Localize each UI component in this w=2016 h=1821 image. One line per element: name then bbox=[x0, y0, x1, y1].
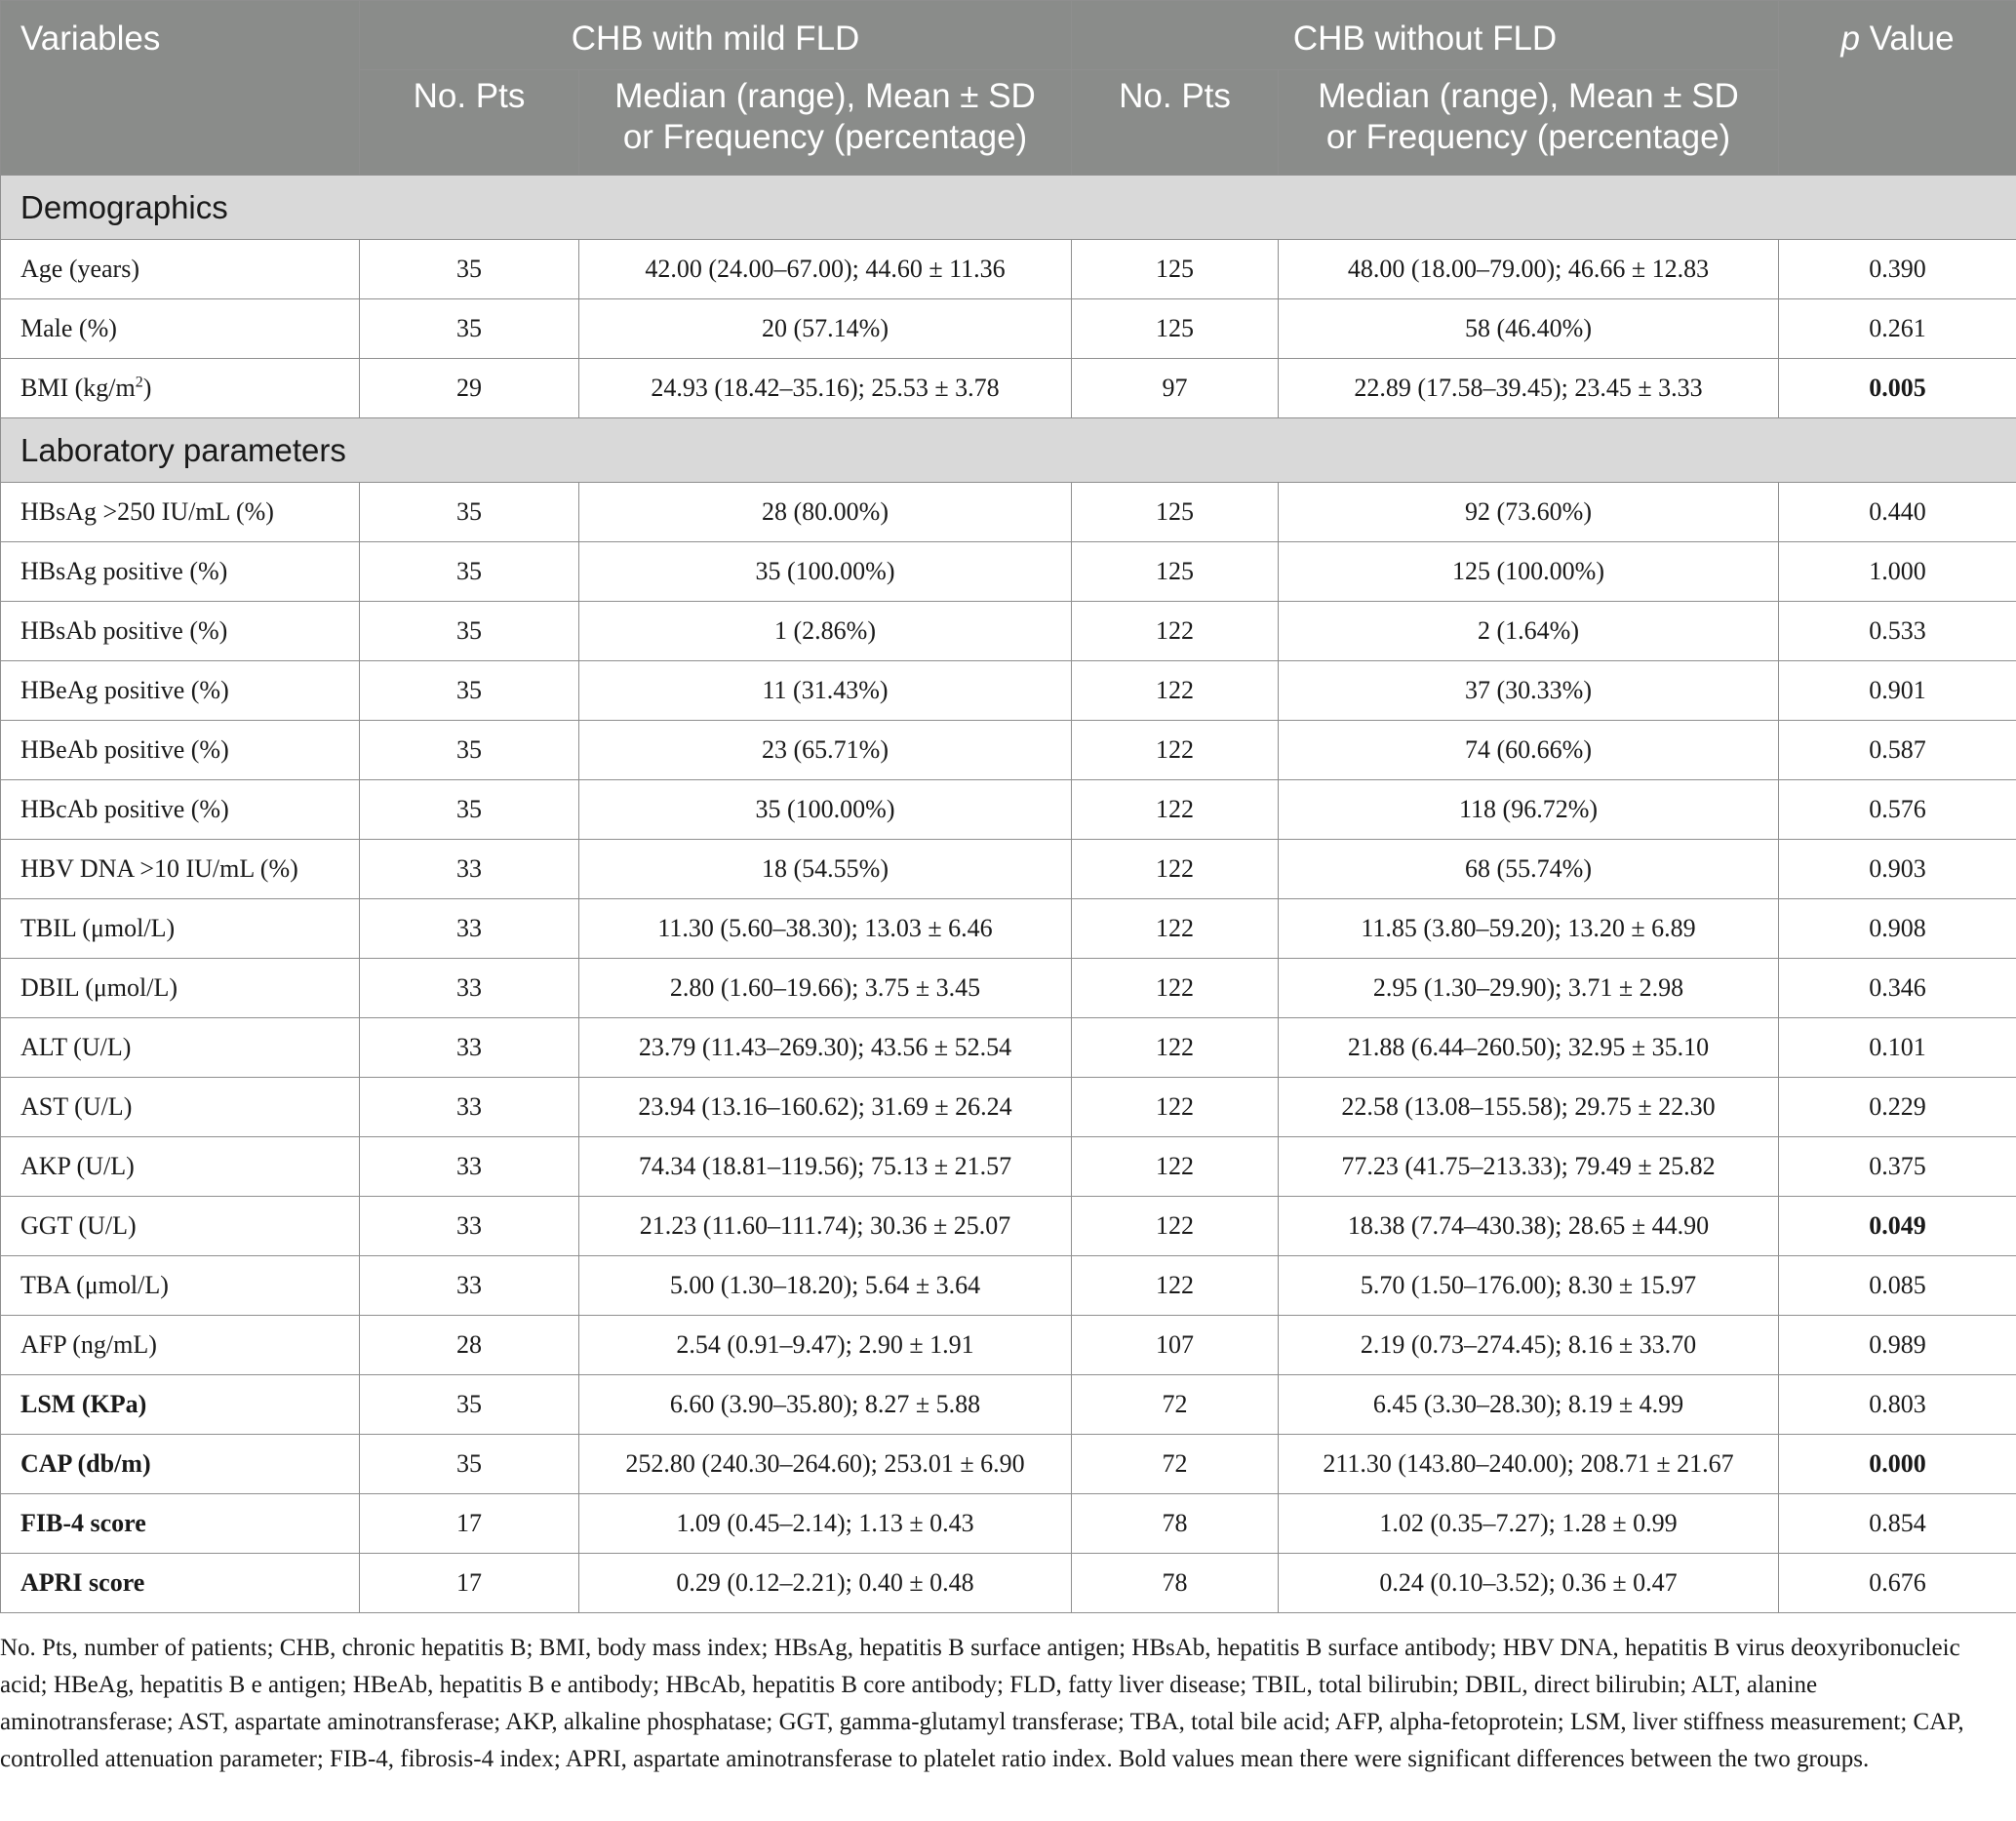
cell-n-mild-fld: 35 bbox=[360, 780, 579, 840]
cell-stat-mild-fld: 2.54 (0.91–9.47); 2.90 ± 1.91 bbox=[579, 1316, 1072, 1375]
cell-p-value: 0.000 bbox=[1779, 1435, 2016, 1494]
cell-stat-mild-fld: 21.23 (11.60–111.74); 30.36 ± 25.07 bbox=[579, 1197, 1072, 1256]
cell-n-without-fld: 125 bbox=[1072, 483, 1279, 542]
table-row-cap bbox=[1, 1435, 2016, 1494]
cell-stat-without-fld: 6.45 (3.30–28.30); 8.19 ± 4.99 bbox=[1279, 1375, 1779, 1435]
cell-n-without-fld: 125 bbox=[1072, 542, 1279, 602]
cell-variable: TBIL (μmol/L) bbox=[1, 899, 360, 959]
cell-n-mild-fld: 35 bbox=[360, 483, 579, 542]
cell-n-without-fld: 78 bbox=[1072, 1554, 1279, 1613]
cell-n-mild-fld: 35 bbox=[360, 1375, 579, 1435]
cell-p-value: 0.803 bbox=[1779, 1375, 2016, 1435]
cell-n-without-fld: 122 bbox=[1072, 780, 1279, 840]
header-variables: Variables bbox=[1, 1, 360, 176]
cell-stat-without-fld: 48.00 (18.00–79.00); 46.66 ± 12.83 bbox=[1279, 240, 1779, 299]
cell-stat-mild-fld: 1 (2.86%) bbox=[579, 602, 1072, 661]
cell-stat-mild-fld: 0.29 (0.12–2.21); 0.40 ± 0.48 bbox=[579, 1554, 1072, 1613]
cell-n-mild-fld: 35 bbox=[360, 721, 579, 780]
table-row-hbsag-250 bbox=[1, 483, 2016, 542]
header-stat-2 bbox=[1279, 70, 1779, 176]
cell-stat-without-fld: 2.95 (1.30–29.90); 3.71 ± 2.98 bbox=[1279, 959, 1779, 1018]
table-row-hbsab-positive bbox=[1, 602, 2016, 661]
header-stat-1-line2: or Frequency (percentage) bbox=[622, 118, 1028, 156]
header-stat-2-line1: Median (range), Mean ± SD bbox=[1318, 77, 1739, 115]
cell-p-value: 0.854 bbox=[1779, 1494, 2016, 1554]
cell-n-mild-fld: 35 bbox=[360, 542, 579, 602]
cell-n-mild-fld: 33 bbox=[360, 959, 579, 1018]
cell-stat-mild-fld: 74.34 (18.81–119.56); 75.13 ± 21.57 bbox=[579, 1137, 1072, 1197]
cell-p-value: 1.000 bbox=[1779, 542, 2016, 602]
cell-stat-mild-fld: 5.00 (1.30–18.20); 5.64 ± 3.64 bbox=[579, 1256, 1072, 1316]
cell-variable: HBcAb positive (%) bbox=[1, 780, 360, 840]
cell-n-mild-fld: 33 bbox=[360, 1078, 579, 1137]
table-row-tba bbox=[1, 1256, 2016, 1316]
cell-p-value: 0.989 bbox=[1779, 1316, 2016, 1375]
cell-variable: HBsAg >250 IU/mL (%) bbox=[1, 483, 360, 542]
cell-n-without-fld: 72 bbox=[1072, 1375, 1279, 1435]
cell-stat-without-fld: 18.38 (7.74–430.38); 28.65 ± 44.90 bbox=[1279, 1197, 1779, 1256]
cell-variable: AFP (ng/mL) bbox=[1, 1316, 360, 1375]
cell-variable: AKP (U/L) bbox=[1, 1137, 360, 1197]
cell-stat-without-fld: 74 (60.66%) bbox=[1279, 721, 1779, 780]
cell-n-without-fld: 122 bbox=[1072, 1256, 1279, 1316]
cell-stat-mild-fld: 35 (100.00%) bbox=[579, 780, 1072, 840]
cell-n-without-fld: 122 bbox=[1072, 1078, 1279, 1137]
cell-stat-without-fld: 125 (100.00%) bbox=[1279, 542, 1779, 602]
cell-variable bbox=[1, 359, 360, 418]
cell-p-value: 0.005 bbox=[1779, 359, 2016, 418]
cell-variable: HBeAg positive (%) bbox=[1, 661, 360, 721]
cell-stat-without-fld: 2 (1.64%) bbox=[1279, 602, 1779, 661]
cell-stat-without-fld: 211.30 (143.80–240.00); 208.71 ± 21.67 bbox=[1279, 1435, 1779, 1494]
header-group-mild-fld: CHB with mild FLD bbox=[360, 1, 1072, 70]
cell-stat-without-fld: 2.19 (0.73–274.45); 8.16 ± 33.70 bbox=[1279, 1316, 1779, 1375]
cell-n-without-fld: 122 bbox=[1072, 899, 1279, 959]
section-label-laboratory: Laboratory parameters bbox=[1, 418, 2016, 483]
table-row-alt bbox=[1, 1018, 2016, 1078]
cell-variable: CAP (db/m) bbox=[1, 1435, 360, 1494]
table-row-afp bbox=[1, 1316, 2016, 1375]
cell-stat-without-fld: 92 (73.60%) bbox=[1279, 483, 1779, 542]
cell-variable: FIB-4 score bbox=[1, 1494, 360, 1554]
bmi-superscript: 2 bbox=[135, 374, 143, 391]
cell-n-mild-fld: 35 bbox=[360, 299, 579, 359]
cell-n-without-fld: 122 bbox=[1072, 661, 1279, 721]
cell-n-mild-fld: 33 bbox=[360, 1256, 579, 1316]
cell-n-mild-fld: 33 bbox=[360, 840, 579, 899]
cell-stat-mild-fld: 23.79 (11.43–269.30); 43.56 ± 52.54 bbox=[579, 1018, 1072, 1078]
cell-stat-mild-fld: 20 (57.14%) bbox=[579, 299, 1072, 359]
cell-n-without-fld: 125 bbox=[1072, 299, 1279, 359]
table-row-akp bbox=[1, 1137, 2016, 1197]
cell-variable: APRI score bbox=[1, 1554, 360, 1613]
table-row-male bbox=[1, 299, 2016, 359]
cell-p-value: 0.587 bbox=[1779, 721, 2016, 780]
cell-n-mild-fld: 35 bbox=[360, 1435, 579, 1494]
cell-stat-without-fld: 1.02 (0.35–7.27); 1.28 ± 0.99 bbox=[1279, 1494, 1779, 1554]
header-p-letter: p bbox=[1840, 20, 1860, 58]
cell-variable: Male (%) bbox=[1, 299, 360, 359]
cell-n-mild-fld: 17 bbox=[360, 1494, 579, 1554]
cell-variable: HBeAb positive (%) bbox=[1, 721, 360, 780]
cell-stat-without-fld: 5.70 (1.50–176.00); 8.30 ± 15.97 bbox=[1279, 1256, 1779, 1316]
table-row-hbeag-positive bbox=[1, 661, 2016, 721]
cell-stat-without-fld: 68 (55.74%) bbox=[1279, 840, 1779, 899]
header-row-groups bbox=[1, 1, 2016, 70]
table-row-bmi bbox=[1, 359, 2016, 418]
cell-n-without-fld: 122 bbox=[1072, 840, 1279, 899]
header-stat-1-line1: Median (range), Mean ± SD bbox=[614, 77, 1036, 115]
cell-stat-without-fld: 11.85 (3.80–59.20); 13.20 ± 6.89 bbox=[1279, 899, 1779, 959]
cell-n-without-fld: 97 bbox=[1072, 359, 1279, 418]
cell-n-mild-fld: 29 bbox=[360, 359, 579, 418]
table-row-age bbox=[1, 240, 2016, 299]
table-row-tbil bbox=[1, 899, 2016, 959]
table-row-fib4 bbox=[1, 1494, 2016, 1554]
cell-variable: TBA (μmol/L) bbox=[1, 1256, 360, 1316]
bmi-label: BMI (kg/m bbox=[20, 374, 136, 402]
table-row-hbeab-positive bbox=[1, 721, 2016, 780]
cell-n-mild-fld: 28 bbox=[360, 1316, 579, 1375]
cell-stat-without-fld: 0.24 (0.10–3.52); 0.36 ± 0.47 bbox=[1279, 1554, 1779, 1613]
cell-stat-without-fld: 22.58 (13.08–155.58); 29.75 ± 22.30 bbox=[1279, 1078, 1779, 1137]
cell-stat-mild-fld: 11.30 (5.60–38.30); 13.03 ± 6.46 bbox=[579, 899, 1072, 959]
cell-stat-mild-fld: 42.00 (24.00–67.00); 44.60 ± 11.36 bbox=[579, 240, 1072, 299]
cell-p-value: 0.533 bbox=[1779, 602, 2016, 661]
cell-p-value: 0.903 bbox=[1779, 840, 2016, 899]
table-row-hbsag-positive bbox=[1, 542, 2016, 602]
cell-n-mild-fld: 33 bbox=[360, 1137, 579, 1197]
cell-stat-mild-fld: 18 (54.55%) bbox=[579, 840, 1072, 899]
cell-variable: GGT (U/L) bbox=[1, 1197, 360, 1256]
cell-p-value: 0.440 bbox=[1779, 483, 2016, 542]
cell-n-without-fld: 122 bbox=[1072, 1137, 1279, 1197]
cell-variable: Age (years) bbox=[1, 240, 360, 299]
bmi-label-tail: ) bbox=[142, 374, 152, 402]
cell-n-mild-fld: 33 bbox=[360, 899, 579, 959]
cell-stat-mild-fld: 23 (65.71%) bbox=[579, 721, 1072, 780]
cell-n-without-fld: 122 bbox=[1072, 1197, 1279, 1256]
cell-variable: AST (U/L) bbox=[1, 1078, 360, 1137]
cell-p-value: 0.375 bbox=[1779, 1137, 2016, 1197]
cell-n-mild-fld: 35 bbox=[360, 602, 579, 661]
table-row-ggt bbox=[1, 1197, 2016, 1256]
cell-n-mild-fld: 35 bbox=[360, 661, 579, 721]
cell-n-mild-fld: 33 bbox=[360, 1018, 579, 1078]
header-p-value bbox=[1779, 1, 2016, 176]
header-stat-2-line2: or Frequency (percentage) bbox=[1325, 118, 1731, 156]
cell-stat-without-fld: 118 (96.72%) bbox=[1279, 780, 1779, 840]
table-row-hbcab-positive bbox=[1, 780, 2016, 840]
cell-stat-without-fld: 58 (46.40%) bbox=[1279, 299, 1779, 359]
section-row-demographics bbox=[1, 176, 2016, 240]
cell-stat-without-fld: 77.23 (41.75–213.33); 79.49 ± 25.82 bbox=[1279, 1137, 1779, 1197]
cell-p-value: 0.101 bbox=[1779, 1018, 2016, 1078]
header-p-word: Value bbox=[1859, 20, 1955, 58]
cell-n-mild-fld: 17 bbox=[360, 1554, 579, 1613]
cell-variable: ALT (U/L) bbox=[1, 1018, 360, 1078]
cell-variable: HBsAb positive (%) bbox=[1, 602, 360, 661]
table-footnote: No. Pts, number of patients; CHB, chronic hepatitis B; BMI, body mass index; HBsAg, hepatitis B surface antigen; HBsAb, hepatitis B surface antibody; HBV DNA, hepatitis B virus deoxyribonucleic acid; HBeAg, hepatitis B e antigen; HBeAb, hepatitis B e antibody; HBcAb, hepatitis B core antibody; FLD, fatty liver disease; TBIL, total bilirubin; DBIL, direct bilirubin; ALT, alanine aminotransferase; AST, aspartate aminotransferase; AKP, alkaline phosphatase; GGT, gamma-glutamyl transferase; TBA, total bile acid; AFP, alpha-fetoprotein; LSM, liver stiffness measurement; CAP, controlled attenuation parameter; FIB-4, fibrosis-4 index; APRI, aspartate aminotransferase to platelet ratio index. Bold values mean there were significant differences between the two groups. bbox=[0, 1635, 1964, 1772]
cell-variable: HBV DNA >10 IU/mL (%) bbox=[1, 840, 360, 899]
cell-stat-mild-fld: 24.93 (18.42–35.16); 25.53 ± 3.78 bbox=[579, 359, 1072, 418]
cell-n-without-fld: 78 bbox=[1072, 1494, 1279, 1554]
section-label-demographics: Demographics bbox=[1, 176, 2016, 240]
cell-n-mild-fld: 35 bbox=[360, 240, 579, 299]
cell-variable: DBIL (μmol/L) bbox=[1, 959, 360, 1018]
cell-p-value: 0.049 bbox=[1779, 1197, 2016, 1256]
cell-stat-mild-fld: 1.09 (0.45–2.14); 1.13 ± 0.43 bbox=[579, 1494, 1072, 1554]
cell-n-mild-fld: 33 bbox=[360, 1197, 579, 1256]
cell-p-value: 0.261 bbox=[1779, 299, 2016, 359]
cell-variable: HBsAg positive (%) bbox=[1, 542, 360, 602]
cell-stat-without-fld: 22.89 (17.58–39.45); 23.45 ± 3.33 bbox=[1279, 359, 1779, 418]
cell-n-without-fld: 72 bbox=[1072, 1435, 1279, 1494]
cell-stat-mild-fld: 35 (100.00%) bbox=[579, 542, 1072, 602]
cell-stat-mild-fld: 11 (31.43%) bbox=[579, 661, 1072, 721]
cell-n-without-fld: 122 bbox=[1072, 1018, 1279, 1078]
cell-variable: LSM (KPa) bbox=[1, 1375, 360, 1435]
header-stat-1 bbox=[579, 70, 1072, 176]
section-row-laboratory bbox=[1, 418, 2016, 483]
cell-n-without-fld: 122 bbox=[1072, 602, 1279, 661]
table-row-ast bbox=[1, 1078, 2016, 1137]
cell-stat-without-fld: 37 (30.33%) bbox=[1279, 661, 1779, 721]
table-row-lsm bbox=[1, 1375, 2016, 1435]
cell-p-value: 0.901 bbox=[1779, 661, 2016, 721]
cell-stat-mild-fld: 28 (80.00%) bbox=[579, 483, 1072, 542]
cell-n-without-fld: 122 bbox=[1072, 959, 1279, 1018]
header-group-without-fld: CHB without FLD bbox=[1072, 1, 1779, 70]
cell-n-without-fld: 122 bbox=[1072, 721, 1279, 780]
cell-p-value: 0.346 bbox=[1779, 959, 2016, 1018]
table-row-dbil bbox=[1, 959, 2016, 1018]
table-row-apri bbox=[1, 1554, 2016, 1613]
cell-p-value: 0.390 bbox=[1779, 240, 2016, 299]
cell-p-value: 0.085 bbox=[1779, 1256, 2016, 1316]
header-no-pts-1: No. Pts bbox=[360, 70, 579, 176]
cell-stat-mild-fld: 23.94 (13.16–160.62); 31.69 ± 26.24 bbox=[579, 1078, 1072, 1137]
cell-p-value: 0.576 bbox=[1779, 780, 2016, 840]
cell-stat-without-fld: 21.88 (6.44–260.50); 32.95 ± 35.10 bbox=[1279, 1018, 1779, 1078]
cell-stat-mild-fld: 2.80 (1.60–19.66); 3.75 ± 3.45 bbox=[579, 959, 1072, 1018]
cell-n-without-fld: 107 bbox=[1072, 1316, 1279, 1375]
cell-p-value: 0.908 bbox=[1779, 899, 2016, 959]
cell-p-value: 0.229 bbox=[1779, 1078, 2016, 1137]
table-row-hbv-dna bbox=[1, 840, 2016, 899]
cell-n-without-fld: 125 bbox=[1072, 240, 1279, 299]
cell-stat-mild-fld: 252.80 (240.30–264.60); 253.01 ± 6.90 bbox=[579, 1435, 1072, 1494]
header-no-pts-2: No. Pts bbox=[1072, 70, 1279, 176]
cell-stat-mild-fld: 6.60 (3.90–35.80); 8.27 ± 5.88 bbox=[579, 1375, 1072, 1435]
cell-p-value: 0.676 bbox=[1779, 1554, 2016, 1613]
